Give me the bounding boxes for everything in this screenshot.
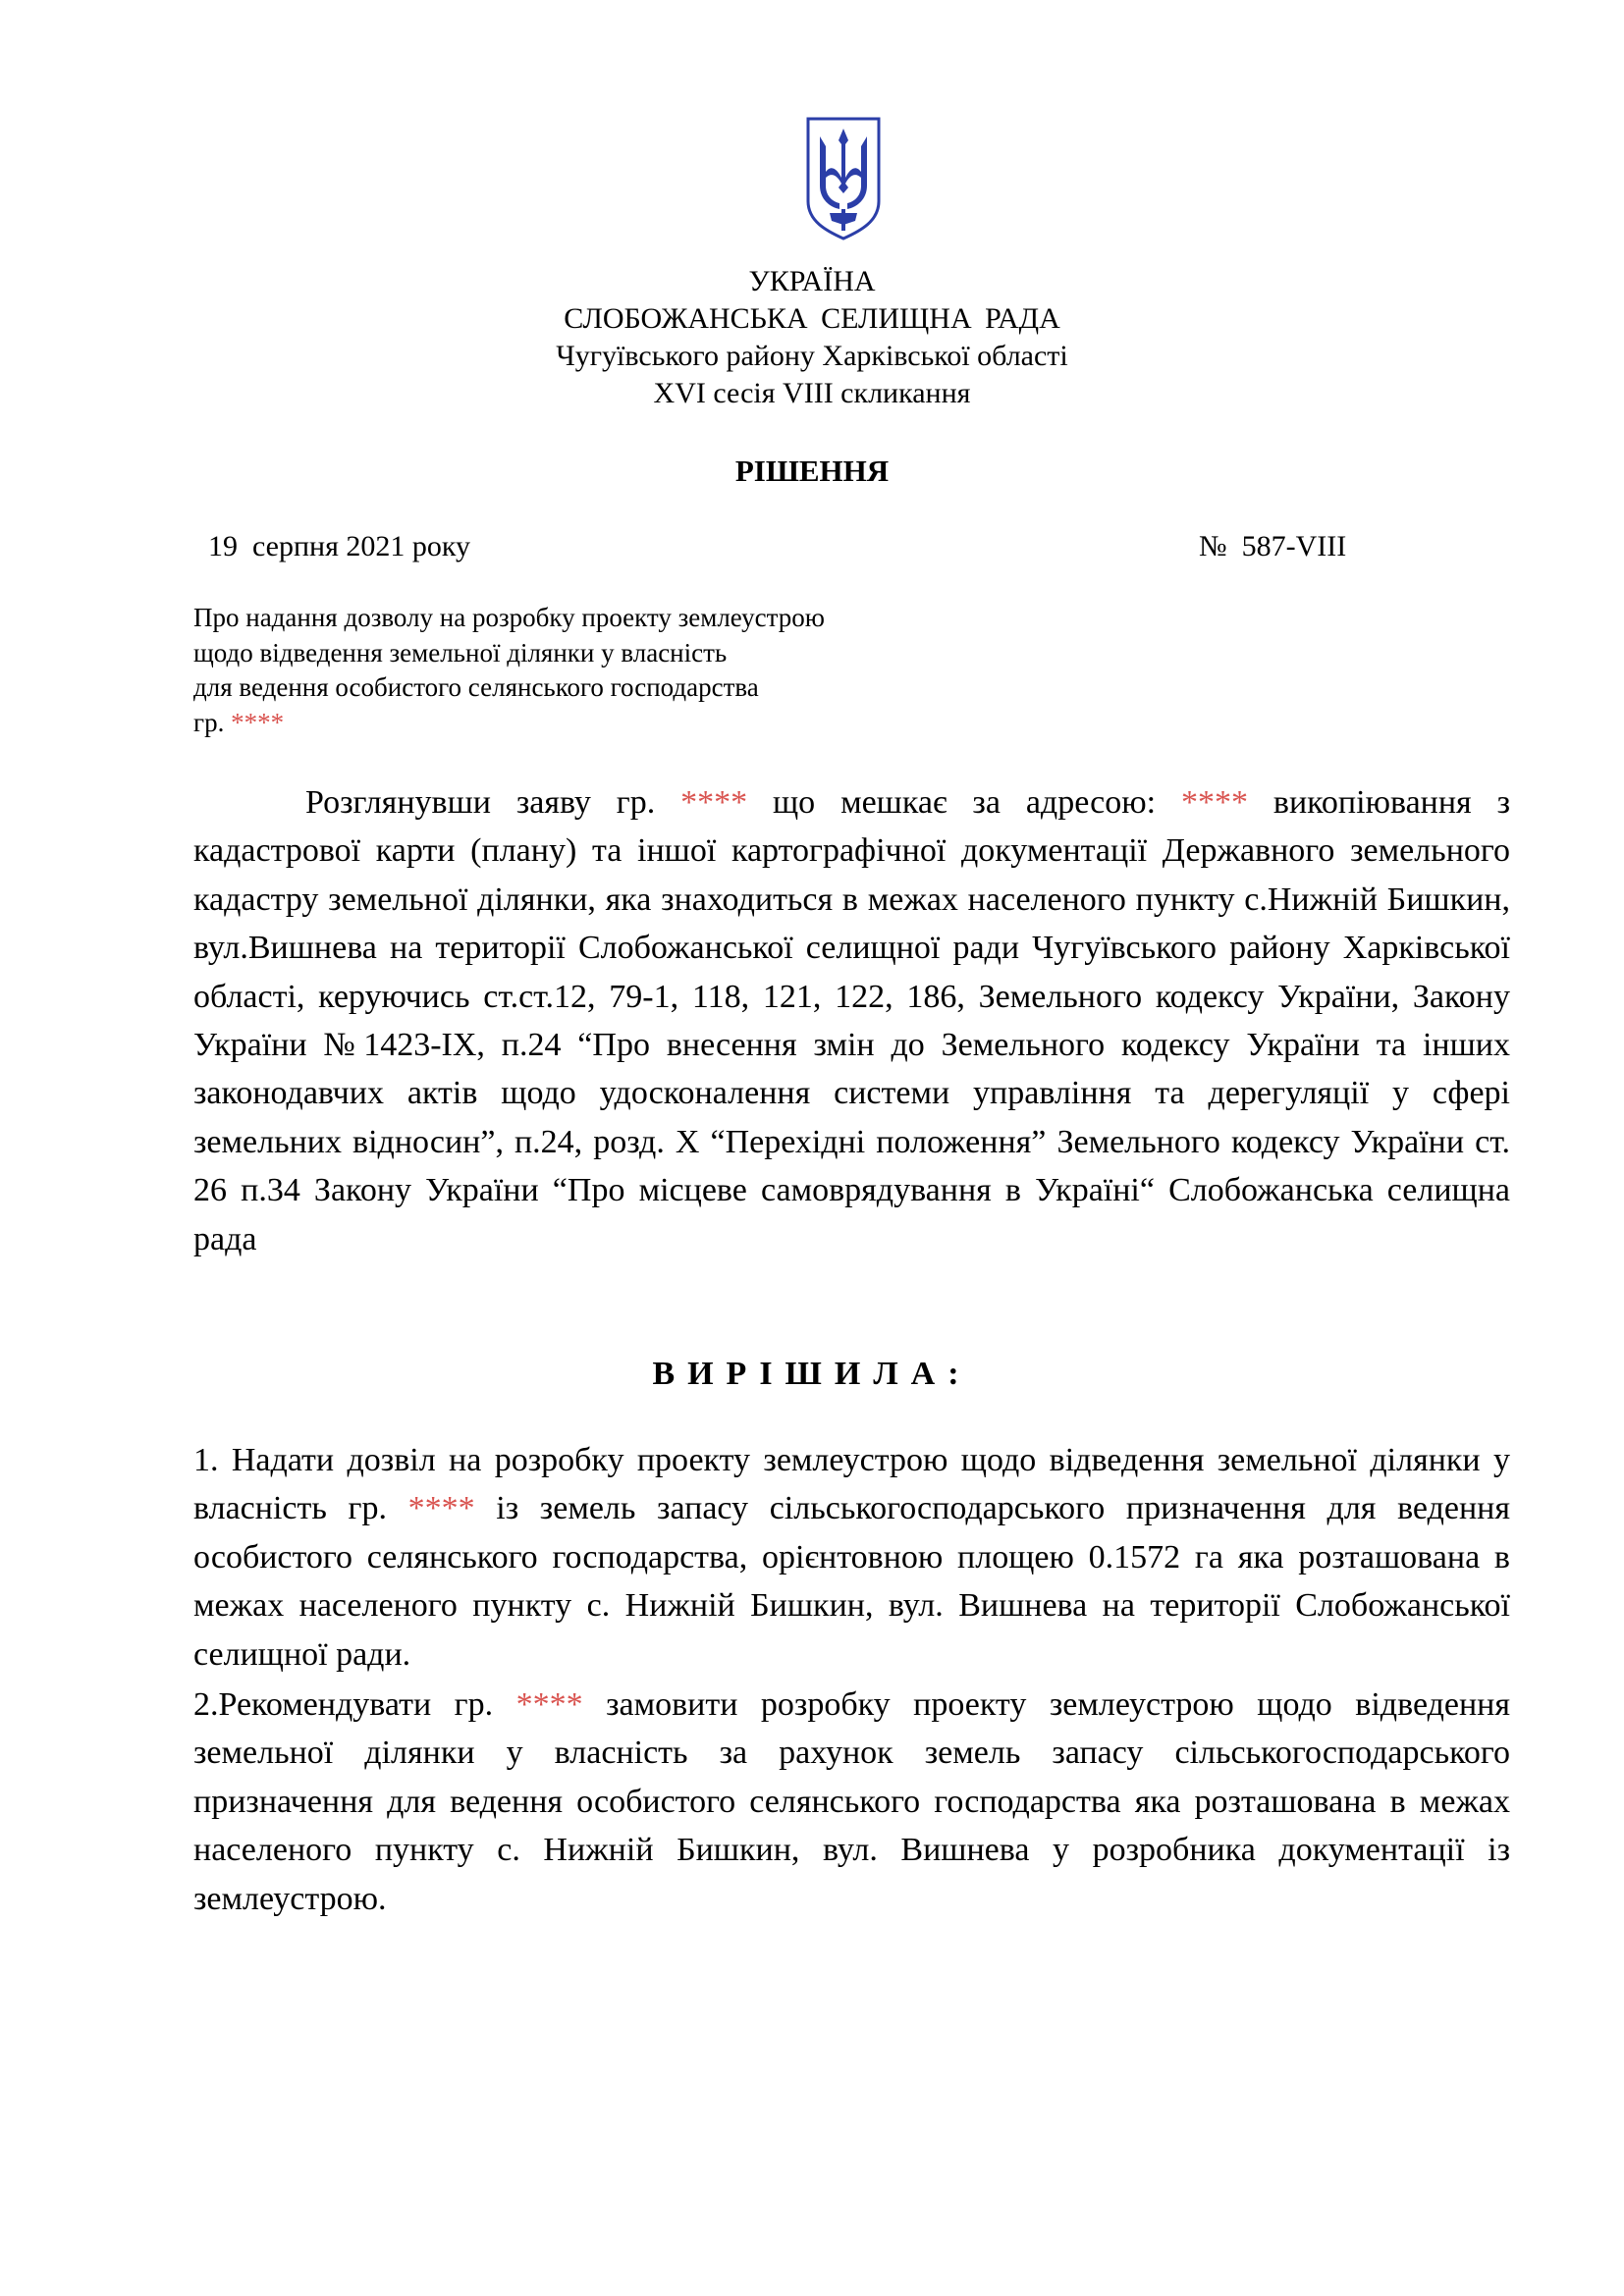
council-name: СЛОБОЖАНСЬКА СЕЛИЩНА РАДА [564,302,1060,335]
tryzub-icon [804,115,883,242]
preamble-text: Розглянувши заяву гр. [305,784,656,821]
preamble-text: що мешкає за адресою: [773,784,1157,821]
header-block [0,263,1624,412]
decision-number: № 587-VIII [1199,530,1347,562]
redacted-name: **** [515,1686,583,1723]
subject-line: для ведення особистого селянського господарства [193,672,759,702]
item-text: 2.Рекомендувати гр. [193,1686,494,1723]
decision-item-1 [193,1436,1510,1679]
subject-prefix: гр. [193,707,225,737]
decision-item-2 [193,1681,1510,1923]
decision-date: 19 серпня 2021 року [208,530,471,562]
redacted-name: **** [231,707,285,737]
preamble-text: викопіювання з кадастрової карти (плану) та іншої картографічної документації Державного земельного кадастру земельної ділянки, яка знаходиться в межах населеного пункту с.Нижній Бишкин, вул.Вишнева на території Слобожанської селищної ради Чугуївського району Харківської області, керуючись ст.ст.12, 79-1, 118, 121, 122, 186, Земельного кодексу України, Закону України №1423-ІХ, п.24 “Про внесення змін до Земельного кодексу України та інших законодавчих актів щодо удосконалення системи управління та дерегуляції у сфері земельних відносин”, п.24, розд. Х “Перехідні положення” Земельного кодексу України ст. 26 п.34 Закону України “Про місцеве самоврядування в Україні“ Слобожанська селищна рада [193,784,1511,1257]
decision-subject [193,601,940,740]
decided-heading: ВИРІШИЛА: [652,1356,972,1392]
item-text: замовити розробку проекту землеустрою щодо відведення земельної ділянки у власність за рахунок земель запасу сільськогосподарського призначення для ведення особистого селянського господарства яка розташована в межах населеного пункту с. Нижній Бишкин, вул. Вишнева у розробника документації із землеустрою. [193,1686,1511,1917]
session-info: XVI сесія VIII скликання [653,377,971,409]
district-name: Чугуївського району Харківської області [556,340,1068,372]
subject-line: Про надання дозволу на розробку проекту землеустрою [193,603,825,632]
document-title: РІШЕННЯ [734,454,890,488]
country-name: УКРАЇНА [748,265,876,297]
item-text: із земель запасу сільськогосподарського призначення для ведення особистого селянського господарства, орієнтовною площею 0.1572 га яка розташована в межах населеного пункту с. Нижній Бишкин, вул. Вишнева на території Слобожанської селищної ради. [193,1490,1510,1673]
subject-line [193,706,940,741]
preamble-paragraph [193,778,1510,1263]
redacted-name: **** [680,784,748,821]
item-text: 1. Надати дозвіл на розробку проекту землеустрою щодо відведення земельної ділянки у власність гр. [193,1442,1510,1527]
redacted-name: **** [407,1490,475,1527]
redacted-address: **** [1181,784,1248,821]
subject-line: щодо відведення земельної ділянки у власність [193,637,728,667]
